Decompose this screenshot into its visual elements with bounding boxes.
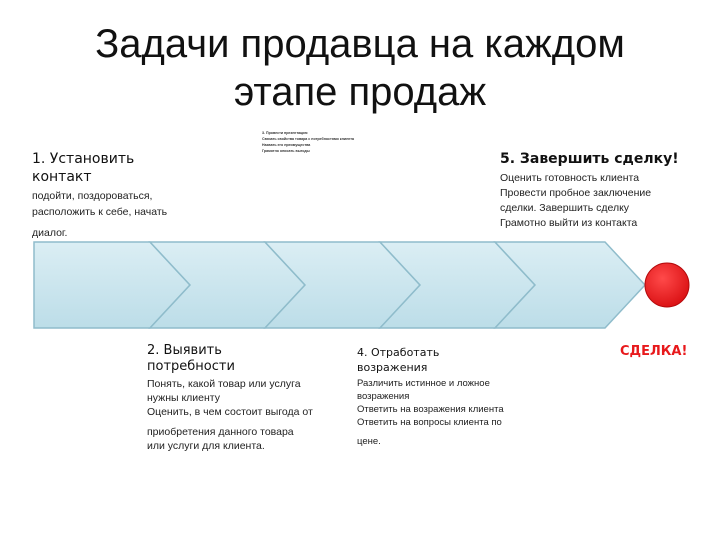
- step-1-heading-line: 1. Установить: [32, 151, 135, 167]
- step-5-body-line: Оценить готовность клиента: [500, 172, 640, 184]
- step-3-line: Грамотно описать выгоды: [262, 149, 310, 153]
- step-1-body-line: диалог.: [32, 227, 68, 239]
- step-2-heading-line: потребности: [147, 359, 235, 374]
- step-5-body-line: сделки. Завершить сделку: [500, 202, 630, 214]
- title-line-1: Задачи продавца на каждом: [95, 22, 625, 66]
- step-5-heading: [500, 150, 700, 168]
- step-1-body: [32, 188, 202, 241]
- step-5-body-line: Провести пробное заключение: [500, 187, 652, 199]
- step-1-heading-line: контакт: [32, 169, 92, 185]
- step-2-needs: [147, 343, 347, 453]
- step-2-heading: [147, 343, 347, 375]
- step-2-heading-line: 2. Выявить: [147, 343, 222, 358]
- deal-label: СДЕЛКА!: [620, 344, 688, 359]
- step-4-body-line: Ответить на вопросы клиента по: [357, 417, 502, 428]
- step-5-body-line: Грамотно выйти из контакта: [500, 217, 638, 229]
- title-line-2: этапе продаж: [233, 70, 487, 114]
- step-3-line: Назвать его преимущества: [262, 143, 311, 147]
- step-3-line: Связать свойства товара с потребностями клиента: [262, 137, 355, 141]
- step-4-body-line: возражения: [357, 391, 410, 402]
- step-4-heading-line: 4. Отработать: [357, 346, 440, 359]
- step-1-heading: [32, 150, 202, 186]
- chevron-row: [34, 242, 645, 328]
- step-1-contact: [32, 150, 202, 241]
- step-2-body-line: нужны клиенту: [147, 392, 220, 404]
- step-2-body-line: Оценить, в чем состоит выгода от: [147, 406, 313, 418]
- step-2-body-line: или услуги для клиента.: [147, 440, 265, 452]
- step-4-objections: [357, 345, 557, 448]
- step-4-body: [357, 377, 557, 448]
- step-5-body: [500, 171, 700, 231]
- step-1-body-line: подойти, поздороваться,: [32, 190, 153, 202]
- step-2-body-line: Понять, какой товар или услуга: [147, 378, 301, 390]
- step-4-heading: [357, 345, 557, 375]
- step-2-body: [147, 377, 347, 453]
- step-2-body-line: приобретения данного товара: [147, 426, 294, 438]
- step-3-line: 3. Провести презентацию: [262, 131, 308, 135]
- step-4-body-line: цене.: [357, 436, 381, 447]
- step-1-body-line: расположить к себе, начать: [32, 206, 168, 218]
- step-3-presentation: [262, 130, 382, 154]
- step-4-heading-line: возражения: [357, 361, 428, 374]
- step-4-body-line: Ответить на возражения клиента: [357, 404, 504, 415]
- deal-circle: [645, 263, 689, 307]
- step-5-close-deal: [500, 150, 700, 231]
- step-4-body-line: Различить истинное и ложное: [357, 378, 490, 389]
- step-5-heading-line: 5. Завершить сделку!: [500, 151, 679, 167]
